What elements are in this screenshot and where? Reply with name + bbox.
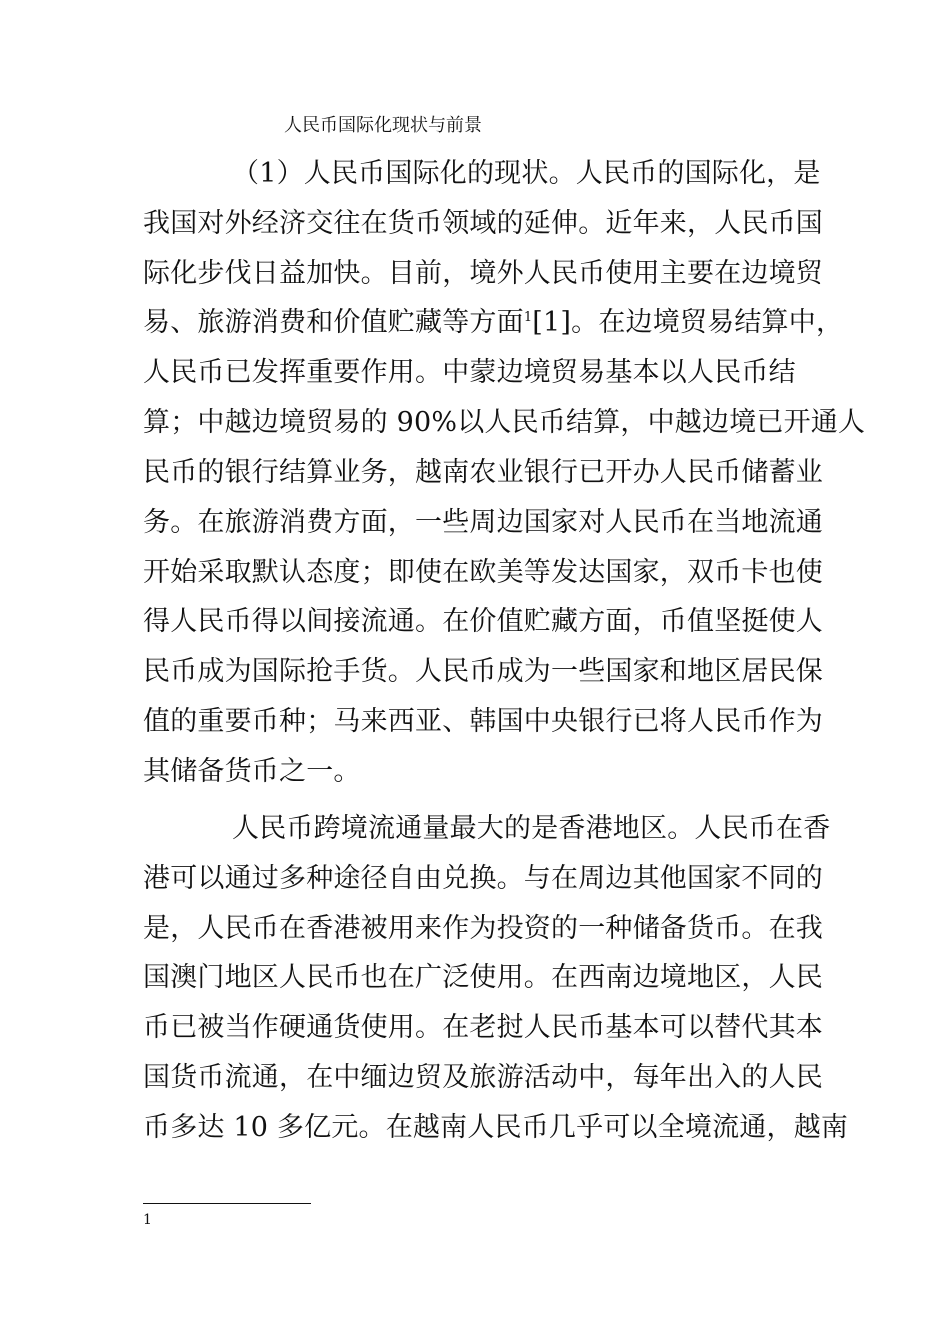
text-line: 我国对外经济交往在货币领域的延伸。近年来，人民币国	[143, 208, 823, 239]
text-line: 算；中越边境贸易的 90%以人民币结算，中越边境已开通人	[143, 407, 866, 438]
text-line: 人民币已发挥重要作用。中蒙边境贸易基本以人民币结	[143, 357, 796, 388]
text-line: 民币成为国际抢手货。人民币成为一些国家和地区居民保	[143, 656, 823, 687]
document-title: 人民币国际化现状与前景	[284, 115, 482, 136]
text-line: 人民币跨境流通量最大的是香港地区。人民币在香	[232, 813, 831, 844]
text-line: 是，人民币在香港被用来作为投资的一种储备货币。在我	[143, 913, 823, 944]
footnote-number: 1	[143, 1212, 152, 1228]
citation-text: [1]。在边境贸易结算中，	[532, 307, 844, 338]
text-line: 国货币流通，在中缅边贸及旅游活动中，每年出入的人民	[143, 1062, 823, 1093]
text-segment: 易、旅游消费和价值贮藏等方面	[143, 307, 524, 338]
footnote-separator	[143, 1203, 311, 1204]
text-line: 开始采取默认态度；即使在欧美等发达国家，双币卡也使	[143, 557, 823, 588]
text-line: 际化步伐日益加快。目前，境外人民币使用主要在边境贸	[143, 258, 823, 289]
text-line: 民币的银行结算业务，越南农业银行已开办人民币储蓄业	[143, 457, 823, 488]
text-line: 其储备货币之一。	[143, 756, 361, 787]
text-line: 务。在旅游消费方面，一些周边国家对人民币在当地流通	[143, 507, 823, 538]
text-line: （1）人民币国际化的现状。人民币的国际化，是	[232, 158, 821, 189]
text-line	[143, 305, 843, 341]
text-line: 港可以通过多种途径自由兑换。与在周边其他国家不同的	[143, 863, 823, 894]
text-line: 币多达 10 多亿元。在越南人民币几乎可以全境流通，越南	[143, 1112, 849, 1143]
footnote-ref: 1	[523, 310, 533, 325]
text-line: 得人民币得以间接流通。在价值贮藏方面，币值坚挺使人	[143, 606, 823, 637]
text-line: 国澳门地区人民币也在广泛使用。在西南边境地区，人民	[143, 962, 823, 993]
text-line: 值的重要币种；马来西亚、韩国中央银行已将人民币作为	[143, 706, 823, 737]
text-line: 币已被当作硬通货使用。在老挝人民币基本可以替代其本	[143, 1012, 823, 1043]
